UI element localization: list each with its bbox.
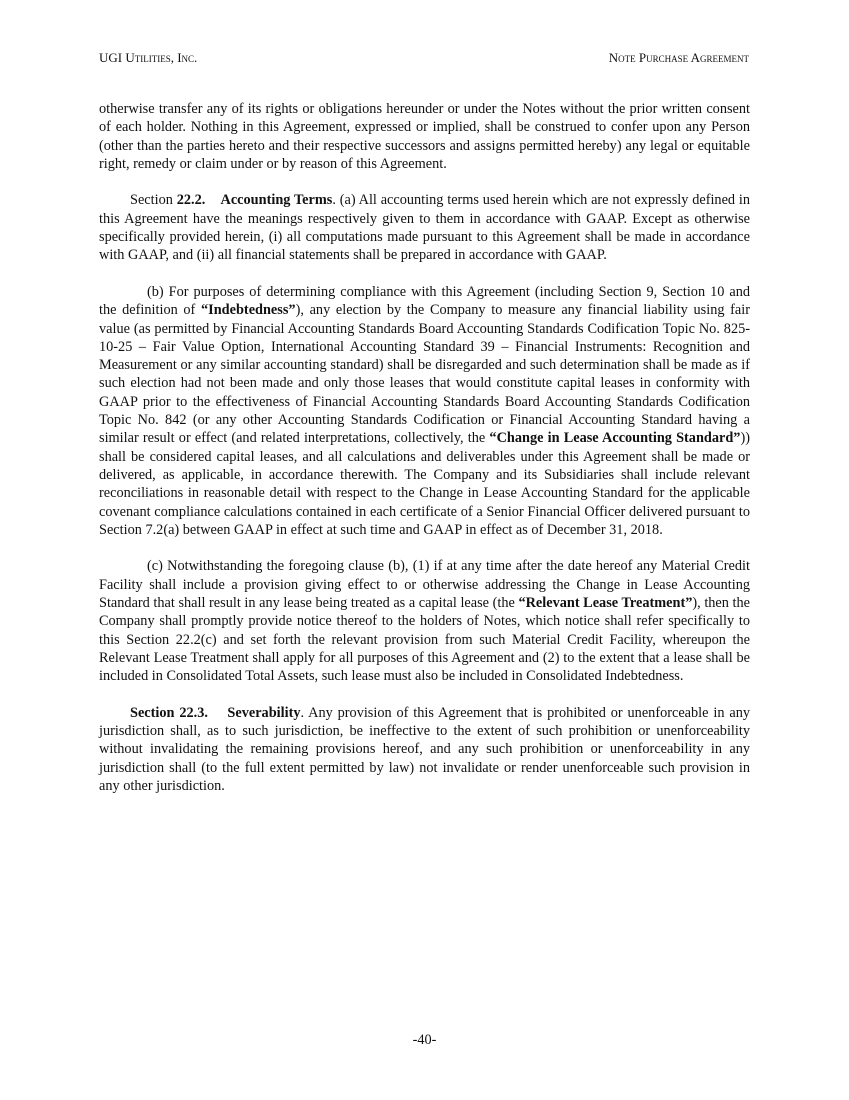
clause-b-text-3: )) shall be considered capital leases, and all calculations and deliverables under this Agreement shall be made or delivered, as applicable, in accordance therewith. The Company and its Subsidiaries shall include relevant reconciliations in reasonable detail with respect to the Change in Lease Accounting Standard for the applicable covenant compliance calculations contained in each certificate of a Senior Financial Officer delivered pursuant to Section 7.2(a) between GAAP in effect at such time and GAAP in effect as of December 31, 2018. [99,430,750,538]
page-header [99,50,749,70]
clause-c-paragraph [99,557,750,685]
clause-b-defined-term-indebtedness: “Indebtedness” [201,302,296,319]
document-body [99,100,750,795]
paragraph-continued: otherwise transfer any of its rights or obligations hereunder or under the Notes without the prior written consent of each holder. Nothing in this Agreement, expressed or implied, shall be construed to confer upon any Person (other than the parties hereto and their respective successors and assigns permitted hereby) any legal or equitable right, remedy or claim under or by reason of this Agreement. [99,101,750,172]
clause-c-defined-term-relevant-lease: “Relevant Lease Treatment” [518,595,693,612]
clause-b-text-1: (b) For purposes of determining compliance with this Agreement (including Section 9, Section 10 and the definition of [99,283,750,319]
section-22-3-period: . [300,704,305,721]
section-22-2-paragraph [99,191,750,264]
header-document-title: Note Purchase Agreement [608,50,749,65]
header-company-name: UGI Utilities, Inc. [99,50,198,65]
section-22-2-period: . [332,192,336,209]
section-22-3-paragraph [99,704,750,795]
section-22-3-number: Section 22.3. [130,704,208,721]
section-22-2-number: 22.2. [176,192,206,209]
section-22-2-title: Accounting Terms [220,192,333,209]
section-22-3-title: Severability [227,704,301,721]
section-22-3-text: Any provision of this Agreement that is prohibited or unenforceable in any jurisdiction shall, as to such jurisdiction, be ineffective to the extent of such prohibition or unenforceability without invalidating the remaining provisions hereof, and any such prohibition or unenforceability in any jurisdiction shall (to the full extent permitted by law) not invalidate or render unenforceable such provision in any other jurisdiction. [99,704,750,794]
section-22-2-prefix: Section [130,192,177,209]
clause-b-paragraph [99,283,750,539]
clause-b-text-2: ), any election by the Company to measure any financial liability using fair value (as permitted by Financial Accounting Standards Board Accounting Standards Codification Topic No. 825-10-25 – Fair Value Option, International Accounting Standard 39 – Financial Instruments: Recognition and Measurement or any similar accounting standard) shall be disregarded and such determination shall be made as if such election had not been made and only those leases that would constitute capital leases in conformity with GAAP prior to the effectiveness of Financial Accounting Standards Board Accounting Standards Codification Topic No. 842 (or any other Accounting Standards Codification or Financial Accounting Standard having a similar result or effect (and related interpretations, collectively, the [99,302,751,447]
page-number: -40- [412,1032,437,1048]
clause-b-defined-term-change-in-lease: “Change in Lease Accounting Standard” [489,430,741,447]
clause-c-text-2: ), then the Company shall promptly provide notice thereof to the holders of Notes, which notice shall refer specifically to this Section 22.2(c) and set forth the relevant provision from such Material Credit Facility, whereupon the Relevant Lease Treatment shall apply for all purposes of this Agreement and (2) to the extent that a lease shall be included in Consolidated Total Assets, such lease must also be included in Consolidated Indebtedness. [99,595,750,685]
clause-c-text-1: (c) Notwithstanding the foregoing clause (b), (1) if at any time after the date hereof any Material Credit Facility shall include a provision giving effect to or otherwise addressing the Change in Lease Accounting Standard that shall result in any lease being treated as a capital lease (the [99,558,750,612]
section-22-2-text: (a) All accounting terms used herein which are not expressly defined in this Agreement have the meanings respectively given to them in accordance with GAAP. Except as otherwise specifically provided herein, (i) all computations made pursuant to this Agreement shall be made in accordance with GAAP, and (ii) all financial statements shall be prepared in accordance with GAAP. [99,192,750,264]
